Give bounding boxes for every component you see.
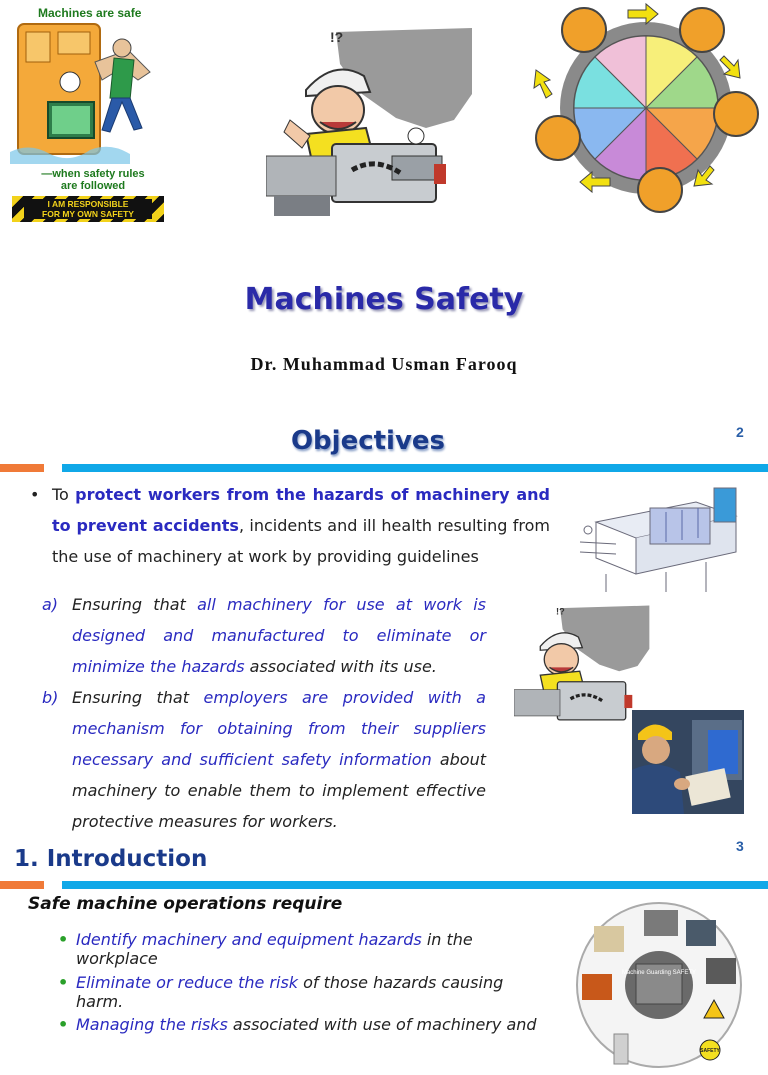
- bullet-rest: , incidents and ill health resulting from the use of machinery at work by providing guidelines: [52, 516, 550, 566]
- banner-line-1: I AM RESPONSIBLE: [47, 199, 129, 209]
- item-label: b): [42, 688, 59, 707]
- item-rest: associated with its use.: [244, 657, 437, 676]
- poster-bottom-text: —when safety rules are followed: [41, 168, 145, 192]
- item-prefix: Ensuring that: [72, 595, 198, 614]
- bullet-rest: associated with use of machinery and: [227, 1015, 537, 1034]
- poster-warning-banner: [12, 196, 164, 222]
- machine-drawing-image: [576, 482, 744, 594]
- poster-top-text: Machines are safe: [38, 6, 142, 20]
- bullet-highlight: Managing the risks: [76, 1015, 228, 1034]
- bullet-dot: •: [30, 485, 40, 504]
- banner-line-2: FOR MY OWN SAFETY: [42, 209, 134, 219]
- objectives-title: Objectives: [290, 426, 446, 456]
- safety-process-wheel-diagram: [528, 0, 764, 218]
- bullet-prefix: To: [52, 485, 76, 504]
- item-label: a): [42, 595, 59, 614]
- bullet-dot: •: [58, 930, 69, 949]
- header-bar-blue: [62, 881, 768, 889]
- slide-number-3: 3: [736, 838, 744, 854]
- circle-center-label: Machine Guarding SAFETY: [621, 970, 697, 976]
- svg-text:!?: !?: [556, 606, 565, 617]
- bullet-dot: •: [58, 973, 69, 992]
- introduction-title: 1. Introduction: [14, 846, 208, 872]
- circle-badge: SAFETY: [700, 1048, 720, 1054]
- worker-photo: [632, 710, 744, 814]
- bullet-highlight: Eliminate or reduce the risk: [76, 973, 299, 992]
- slide-number-2: 2: [736, 424, 744, 440]
- svg-text:!?: !?: [330, 29, 344, 45]
- item-rest: about machinery to enable them to implement effective protective measures for workers.: [72, 750, 487, 831]
- machine-guarding-circle-graphic: [574, 900, 744, 1070]
- bullet-highlight: Identify machinery and equipment hazards: [76, 930, 422, 949]
- header-bar-orange: [0, 881, 44, 889]
- bullet-highlight: protect workers from the hazards of machinery and to prevent accidents: [52, 485, 550, 535]
- bullet-rest: in the workplace: [76, 930, 473, 968]
- item-highlight: employers are provided with a mechanism for obtaining from their suppliers necessary and sufficient safety information: [72, 688, 486, 769]
- bullet-rest: of those hazards causing harm.: [76, 973, 504, 1011]
- presentation-title: Machines Safety: [244, 282, 524, 317]
- requirement-bullet: [58, 973, 548, 1011]
- requirement-bullet: [58, 930, 548, 968]
- header-bar-orange: [0, 464, 44, 472]
- item-highlight: all machinery for use at work is designed and manufactured to eliminate or minimize the hazards: [72, 595, 486, 676]
- subheading: Safe machine operations require: [28, 894, 343, 914]
- header-bar-blue: [62, 464, 768, 472]
- author-name: Dr. Muhammad Usman Farooq: [250, 354, 518, 374]
- angry-worker-cartoon: [266, 24, 476, 216]
- objective-item-a: [42, 589, 486, 682]
- bullet-dot: •: [58, 1015, 69, 1034]
- objective-bullet: [30, 479, 550, 572]
- safety-poster-image: [10, 2, 168, 224]
- requirement-bullet: [58, 1015, 568, 1034]
- objective-item-b: [42, 682, 486, 837]
- item-prefix: Ensuring that: [72, 688, 204, 707]
